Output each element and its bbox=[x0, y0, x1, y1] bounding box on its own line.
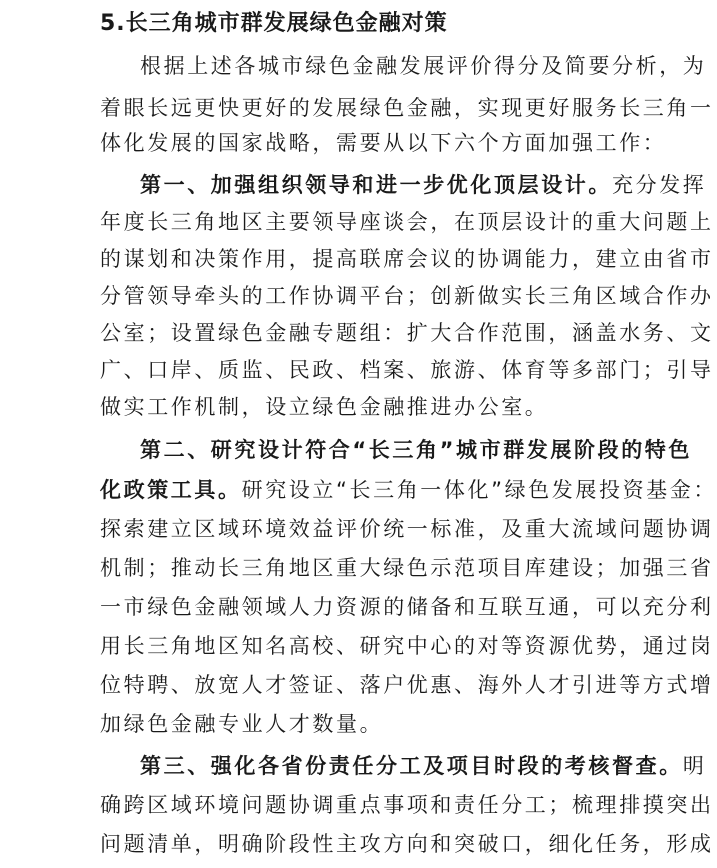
point2-line-8: 加绿色金融专业人才数量。 bbox=[100, 712, 384, 736]
point1-line-4: 分管领导牵头的工作协调平台；创新做实长三角区域合作办 bbox=[100, 284, 714, 308]
point3-bold-title: 第三、强化各省份责任分工及项目时段的考核督查。 bbox=[140, 754, 683, 778]
point3-line-3: 问题清单，明确阶段性主攻方向和突破口，细化任务，形成 bbox=[100, 832, 714, 856]
point2-line-6: 用长三角地区知名高校、研究中心的对等资源优势，通过岗 bbox=[100, 634, 714, 658]
point2-line-1 bbox=[140, 436, 692, 464]
intro-line-1: 根据上述各城市绿色金融发展评价得分及简要分析，为 bbox=[140, 54, 707, 78]
point2-bold-title-2: 化政策工具。 bbox=[100, 478, 242, 502]
point2-line-2 bbox=[100, 476, 717, 504]
point1-first-rest: 充分发挥 bbox=[612, 173, 707, 197]
point2-line2-rest: 研究设立“长三角一体化”绿色发展投资基金： bbox=[241, 478, 717, 502]
intro-line-3: 体化发展的国家战略，需要从以下六个方面加强工作： bbox=[100, 131, 667, 155]
intro-line-2: 着眼长远更快更好的发展绿色金融，实现更好服务长三角一 bbox=[100, 96, 714, 120]
point1-bold-title: 第一、加强组织领导和进一步优化顶层设计。 bbox=[140, 173, 612, 197]
point1-line-5: 公室；设置绿色金融专题组：扩大合作范围，涵盖水务、文 bbox=[100, 321, 714, 345]
point1-line-2: 年度长三角地区主要领导座谈会，在顶层设计的重大问题上 bbox=[100, 210, 714, 234]
section-heading: 5.长三角城市群发展绿色金融对策 bbox=[100, 11, 448, 36]
point1-line-3: 的谋划和决策作用，提高联席会议的协调能力，建立由省市 bbox=[100, 247, 714, 271]
point2-line-5: 一市绿色金融领域人力资源的储备和互联互通，可以充分利 bbox=[100, 595, 714, 619]
point1-line-7: 做实工作机制，设立绿色金融推进办公室。 bbox=[100, 395, 549, 419]
point1-line-1 bbox=[140, 171, 706, 199]
point1-line-6: 广、口岸、质监、民政、档案、旅游、体育等多部门；引导 bbox=[100, 358, 714, 382]
point3-first-rest: 明 bbox=[682, 754, 707, 778]
point3-line-1 bbox=[140, 752, 706, 780]
point2-line-3: 探索建立区域环境效益评价统一标准，及重大流域问题协调 bbox=[100, 517, 714, 541]
point2-line-4: 机制；推动长三角地区重大绿色示范项目库建设；加强三省 bbox=[100, 556, 714, 580]
point2-bold-title-1: 第二、研究设计符合“长三角”城市群发展阶段的特色 bbox=[140, 438, 693, 462]
point2-line-7: 位特聘、放宽人才签证、落户优惠、海外人才引进等方式增 bbox=[100, 673, 714, 697]
point3-line-2: 确跨区域环境问题协调重点事项和责任分工；梳理排摸突出 bbox=[100, 793, 714, 817]
